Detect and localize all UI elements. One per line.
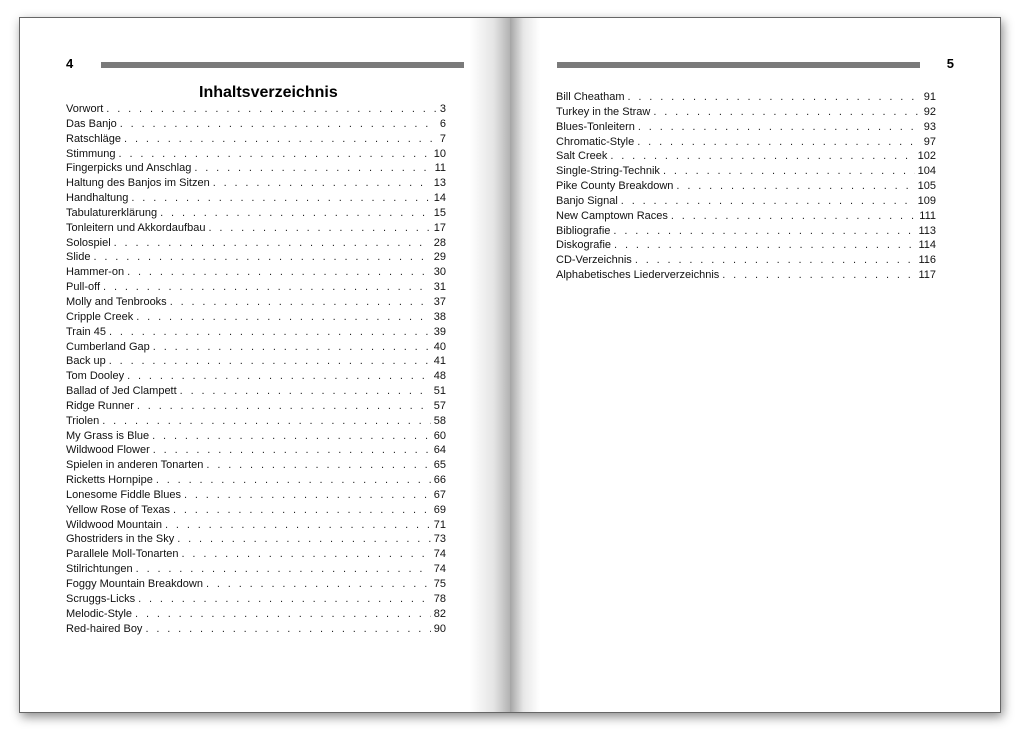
toc-entry-title: Pull-off [66,281,101,294]
toc-entry [66,414,446,429]
toc-leader-dots [153,443,431,458]
toc-leader-dots [184,488,431,503]
toc-entry-page: 30 [433,266,446,279]
toc-leader-dots [621,194,915,209]
toc-entry-page: 71 [433,518,446,531]
toc-entry-page: 38 [433,310,446,323]
left-page [19,17,510,713]
toc-entry-page: 109 [917,194,936,207]
toc-entry [66,503,446,518]
toc-entry [66,132,446,147]
toc-entry [66,191,446,206]
toc-entry-title: Hammer-on [66,266,125,279]
toc-entry-page: 105 [917,180,936,193]
toc-entry-title: Solospiel [66,236,111,249]
toc-entry [556,149,936,164]
toc-entry-page: 92 [923,105,936,118]
toc-entry-title: Ballad of Jed Clampett [66,385,177,398]
toc-entry [66,265,446,280]
toc-entry [66,354,446,369]
toc-leader-dots [170,295,431,310]
toc-entry [66,384,446,399]
toc-entry-page: 113 [918,224,936,237]
toc-title: Inhaltsverzeichnis [199,84,338,101]
toc-entry [66,622,446,637]
toc-entry [66,147,446,162]
toc-entry [66,399,446,414]
toc-entry-title: Tonleitern und Akkordaufbau [66,221,206,234]
toc-entry-page: 64 [433,444,446,457]
toc-entry [66,295,446,310]
toc-leader-dots [119,147,431,162]
toc-leader-dots [145,622,430,637]
toc-entry-title: Chromatic-Style [556,135,635,148]
toc-entry-page: 14 [433,192,446,205]
toc-entry [66,547,446,562]
toc-leader-dots [120,117,437,132]
toc-entry-title: Stilrichtungen [66,563,133,576]
toc-entry-title: Bibliografie [556,224,611,237]
toc-entry [66,221,446,236]
toc-entry-page: 91 [923,91,936,103]
toc-entry [66,562,446,577]
toc-entry [556,209,936,224]
toc-entry-page: 60 [433,429,446,442]
toc-entry [66,518,446,533]
toc-leader-dots [614,238,915,253]
toc-list-left [66,102,446,636]
toc-leader-dots [213,176,431,191]
toc-entry [66,592,446,607]
toc-entry-page: 28 [433,236,446,249]
toc-entry-page: 104 [917,165,936,178]
toc-entry-title: Ghostriders in the Sky [66,533,175,546]
toc-leader-dots [722,268,915,283]
toc-entry-title: New Camptown Races [556,209,668,222]
toc-entry [66,607,446,622]
toc-entry-page: 116 [918,254,936,267]
toc-entry-title: Alphabetisches Liederverzeichnis [556,269,720,282]
toc-entry-title: Slide [66,251,91,264]
toc-entry-page: 67 [433,488,446,501]
toc-entry-page: 40 [433,340,446,353]
toc-entry-title: Diskografie [556,239,612,252]
page-number-left: 4 [66,56,74,71]
toc-entry [66,443,446,458]
toc-leader-dots [124,132,437,147]
toc-entry-title: Blues-Tonleitern [556,120,635,133]
toc-entry-title: Wildwood Flower [66,444,150,457]
toc-leader-dots [109,325,431,340]
toc-entry-title: Cripple Creek [66,310,134,323]
toc-entry [556,164,936,179]
toc-entry-page: 7 [439,132,446,145]
toc-entry [556,224,936,239]
toc-leader-dots [182,547,431,562]
toc-leader-dots [109,354,431,369]
toc-entry-page: 13 [433,177,446,190]
toc-entry-title: Ricketts Hornpipe [66,474,153,487]
toc-leader-dots [103,280,431,295]
gutter-shadow-left [470,18,510,712]
toc-entry-page: 11 [434,162,446,175]
toc-entry [556,120,936,135]
toc-entry-page: 90 [433,622,446,635]
toc-leader-dots [137,399,431,414]
toc-leader-dots [127,265,431,280]
toc-leader-dots [114,236,431,251]
toc-leader-dots [173,503,431,518]
toc-leader-dots [131,191,430,206]
toc-entry-title: Single-String-Technik [556,165,660,178]
toc-entry-page: 114 [918,239,936,252]
toc-entry-title: Spielen in anderen Tonarten [66,459,204,472]
toc-entry-title: Haltung des Banjos im Sitzen [66,177,210,190]
toc-entry [66,488,446,503]
toc-entry-title: Stimmung [66,147,116,160]
toc-leader-dots [663,164,915,179]
toc-entry [66,206,446,221]
toc-entry-page: 29 [433,251,446,264]
toc-entry [556,179,936,194]
toc-leader-dots [102,414,431,429]
toc-entry-title: Fingerpicks und Anschlag [66,162,192,175]
toc-leader-dots [206,577,431,592]
toc-entry [66,102,446,117]
toc-leader-dots [194,161,431,176]
toc-entry-page: 74 [433,548,446,561]
toc-entry-page: 97 [923,135,936,148]
toc-entry [66,473,446,488]
toc-entry [66,577,446,592]
toc-entry-title: Turkey in the Straw [556,105,651,118]
toc-entry-page: 31 [433,281,446,294]
toc-entry-page: 93 [923,120,936,133]
toc-entry [66,117,446,132]
toc-entry [66,458,446,473]
toc-entry-page: 75 [433,578,446,590]
toc-entry-title: Vorwort [66,103,104,115]
toc-entry-page: 6 [439,117,446,130]
toc-leader-dots [676,179,914,194]
toc-leader-dots [136,310,431,325]
toc-leader-dots [135,607,431,622]
toc-entry-title: Red-haired Boy [66,622,143,635]
toc-leader-dots [136,562,431,577]
toc-entry-title: Scruggs-Licks [66,592,136,605]
toc-leader-dots [153,340,431,355]
header-rule-right [557,62,920,68]
toc-entry-title: Triolen [66,414,100,427]
toc-entry [66,236,446,251]
toc-entry-page: 66 [433,474,446,487]
toc-entry [556,268,936,283]
toc-entry-title: Ratschläge [66,132,122,145]
toc-entry-page: 117 [918,269,936,282]
toc-leader-dots [208,221,430,236]
toc-entry-page: 58 [433,414,446,427]
toc-entry-title: Bill Cheatham [556,91,625,103]
toc-entry-title: Ridge Runner [66,399,134,412]
toc-entry-page: 17 [433,221,446,234]
toc-entry [66,176,446,191]
toc-entry-page: 65 [433,459,446,472]
toc-entry-title: Handhaltung [66,192,129,205]
toc-leader-dots [160,206,431,221]
toc-entry [66,429,446,444]
toc-leader-dots [127,369,431,384]
toc-leader-dots [613,224,915,239]
toc-leader-dots [671,209,916,224]
toc-entry [556,105,936,120]
toc-entry [66,369,446,384]
toc-leader-dots [637,135,921,150]
toc-entry-page: 3 [439,103,446,115]
toc-entry-page: 57 [433,399,446,412]
toc-leader-dots [165,518,431,533]
header-rule-left [101,62,464,68]
toc-leader-dots [638,120,921,135]
toc-leader-dots [177,532,431,547]
toc-leader-dots [610,149,914,164]
toc-entry-title: Melodic-Style [66,607,133,620]
right-page [510,17,1001,713]
toc-entry-page: 51 [433,385,446,398]
toc-leader-dots [106,102,437,117]
toc-entry [556,253,936,268]
toc-entry-page: 74 [433,563,446,576]
toc-leader-dots [206,458,430,473]
toc-entry [66,280,446,295]
toc-entry [556,90,936,105]
toc-entry-title: Banjo Signal [556,194,618,207]
toc-leader-dots [138,592,431,607]
toc-entry-title: Foggy Mountain Breakdown [66,578,203,590]
toc-entry-title: Tabulaturerklärung [66,206,158,219]
open-book [19,17,1001,713]
toc-leader-dots [635,253,916,268]
toc-entry-page: 15 [433,206,446,219]
toc-entry-title: Lonesome Fiddle Blues [66,488,181,501]
toc-entry-title: CD-Verzeichnis [556,254,632,267]
toc-entry-title: Salt Creek [556,150,608,163]
toc-entry-title: Train 45 [66,325,106,338]
toc-entry [556,238,936,253]
toc-entry [556,135,936,150]
toc-entry-page: 111 [919,209,936,222]
toc-entry-page: 48 [433,370,446,383]
toc-leader-dots [93,250,430,265]
toc-entry [66,161,446,176]
toc-entry-title: Das Banjo [66,117,117,130]
toc-entry-page: 10 [433,147,446,160]
toc-entry-title: Pike County Breakdown [556,180,674,193]
toc-entry [66,250,446,265]
toc-leader-dots [152,429,431,444]
toc-entry-page: 102 [917,150,936,163]
toc-entry [66,340,446,355]
toc-entry-page: 73 [433,533,446,546]
toc-entry-title: Back up [66,355,106,368]
page-number-right: 5 [946,56,954,71]
toc-list-right [556,90,936,283]
toc-entry-title: Molly and Tenbrooks [66,295,167,308]
toc-entry [66,310,446,325]
toc-entry-page: 82 [433,607,446,620]
toc-entry-title: Yellow Rose of Texas [66,503,170,516]
gutter-shadow-right [510,18,540,712]
toc-entry-page: 78 [433,592,446,605]
toc-entry-title: My Grass is Blue [66,429,150,442]
toc-entry-page: 41 [433,355,446,368]
toc-entry [66,325,446,340]
toc-entry-title: Wildwood Mountain [66,518,162,531]
toc-entry [556,194,936,209]
toc-entry-title: Tom Dooley [66,370,125,383]
toc-entry-page: 39 [433,325,446,338]
toc-entry-page: 69 [433,503,446,516]
toc-leader-dots [627,90,920,105]
toc-leader-dots [653,105,920,120]
toc-leader-dots [180,384,431,399]
toc-entry-page: 37 [433,295,446,308]
toc-leader-dots [156,473,431,488]
toc-entry [66,532,446,547]
toc-entry-title: Parallele Moll-Tonarten [66,548,179,561]
toc-entry-title: Cumberland Gap [66,340,150,353]
